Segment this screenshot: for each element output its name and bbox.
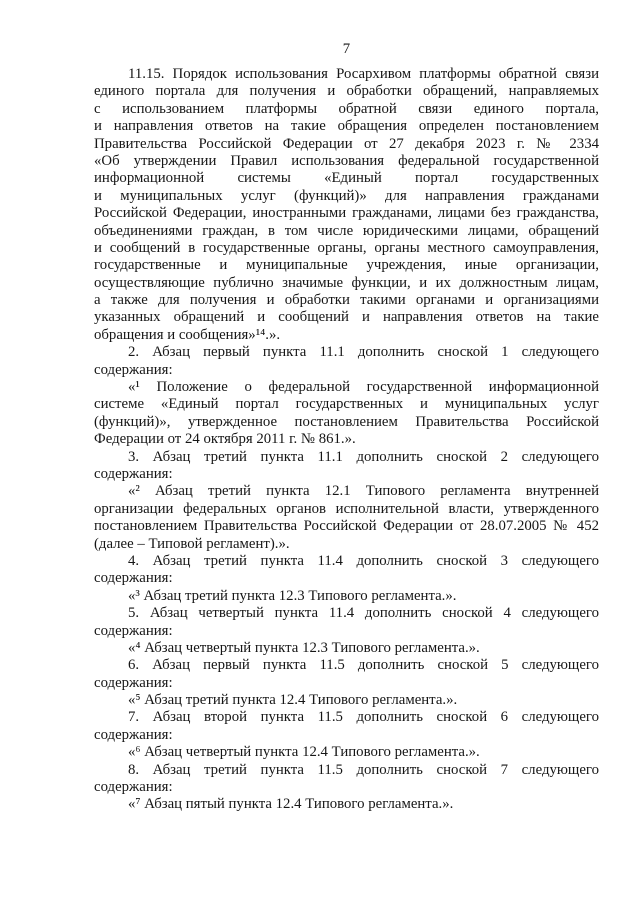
amendment-5-instruction	[94, 605, 599, 640]
text-line: единого портала для получения и обработки обращений, направляемых	[94, 83, 599, 100]
text-line: системе «Единый портал государственных и муниципальных услуг	[94, 396, 599, 413]
text-line: объединениями граждан, в том числе юридическими лицами, обращений	[94, 222, 599, 239]
text-line: «⁵ Абзац третий пункта 12.4 Типового регламента.».	[128, 692, 458, 709]
text-line: «¹ Положение о федеральной государственной информационной	[128, 379, 599, 396]
text-line: Правительства Российской Федерации от 27 декабря 2023 г. № 2334	[94, 135, 599, 152]
text-line: информационной системы «Единый портал государственных	[94, 170, 599, 187]
text-line: «Об утверждении Правил использования федеральной государственной	[94, 152, 599, 169]
text-line: «⁷ Абзац пятый пункта 12.4 Типового регламента.».	[128, 796, 454, 813]
paragraph-11-15	[94, 66, 599, 344]
text-line: государственные и муниципальные учреждения, иные организации,	[94, 257, 599, 274]
text-line: Российской Федерации, иностранными гражданами, лицами без гражданства,	[94, 205, 599, 222]
text-line: содержания:	[94, 779, 173, 796]
text-line: содержания:	[94, 726, 173, 743]
text-line: 5. Абзац четвертый пункта 11.4 дополнить сноской 4 следующего	[128, 605, 599, 622]
text-line: а также для получения и обработки такими органами и организациями	[94, 292, 599, 309]
text-line: содержания:	[94, 465, 173, 482]
amendment-6-instruction	[94, 657, 599, 692]
text-line: и муниципальных услуг (функций)» для направления гражданами	[94, 187, 599, 204]
text-line: содержания:	[94, 570, 173, 587]
text-line: 3. Абзац третий пункта 11.1 дополнить сноской 2 следующего	[128, 448, 599, 465]
text-line: (далее – Типовой регламент).».	[94, 535, 290, 552]
text-line: организации федеральных органов исполнительной власти, утвержденного	[94, 500, 599, 517]
footnote-5-text	[94, 692, 599, 709]
footnote-4-text	[94, 640, 599, 657]
text-line: обращения и сообщения»¹⁴.».	[94, 326, 281, 343]
amendment-4-instruction	[94, 553, 599, 588]
text-line: осуществляющие публично значимые функции, и их должностным лицам,	[94, 274, 599, 291]
amendment-2-instruction	[94, 344, 599, 379]
text-line: 2. Абзац первый пункта 11.1 дополнить сноской 1 следующего	[128, 344, 599, 361]
page-number: 7	[342, 41, 351, 57]
text-line: Федерации от 24 октября 2011 г. № 861.».	[94, 431, 356, 448]
text-line: 11.15. Порядок использования Росархивом платформы обратной связи	[128, 66, 599, 82]
text-line: (функций)», утвержденное постановлением Правительства Российской	[94, 413, 599, 430]
amendment-7-instruction	[94, 709, 599, 744]
footnote-6-text	[94, 744, 599, 761]
text-line: и направления ответов на такие обращения определен постановлением	[94, 118, 599, 135]
text-line: и сообщений в государственные органы, органы местного самоуправления,	[94, 239, 599, 256]
text-line: 6. Абзац первый пункта 11.5 дополнить сноской 5 следующего	[128, 657, 599, 674]
footnote-2-text	[94, 483, 599, 553]
text-line: 4. Абзац третий пункта 11.4 дополнить сноской 3 следующего	[128, 552, 599, 569]
text-line: с использованием платформы обратной связи единого портала,	[94, 100, 599, 117]
amendment-3-instruction	[94, 449, 599, 484]
text-line: 8. Абзац третий пункта 11.5 дополнить сноской 7 следующего	[128, 761, 599, 778]
footnote-3-text	[94, 588, 599, 605]
footnote-7-text	[94, 796, 599, 813]
text-body	[94, 66, 599, 814]
text-line: постановлением Правительства Российской Федерации от 28.07.2005 № 452	[94, 518, 599, 535]
text-line: содержания:	[94, 361, 173, 378]
text-line: «⁴ Абзац четвертый пункта 12.3 Типового регламента.».	[128, 639, 480, 656]
text-line: указанных обращений и сообщений и направления ответов на такие	[94, 309, 599, 326]
text-line: содержания:	[94, 622, 173, 639]
text-line: «² Абзац третий пункта 12.1 Типового регламента внутренней	[128, 483, 599, 500]
text-line: «³ Абзац третий пункта 12.3 Типового регламента.».	[128, 587, 457, 604]
text-line: 7. Абзац второй пункта 11.5 дополнить сноской 6 следующего	[128, 709, 599, 726]
amendment-8-instruction	[94, 762, 599, 797]
footnote-1-text	[94, 379, 599, 449]
text-line: «⁶ Абзац четвертый пункта 12.4 Типового регламента.».	[128, 744, 480, 761]
text-line: содержания:	[94, 674, 173, 691]
